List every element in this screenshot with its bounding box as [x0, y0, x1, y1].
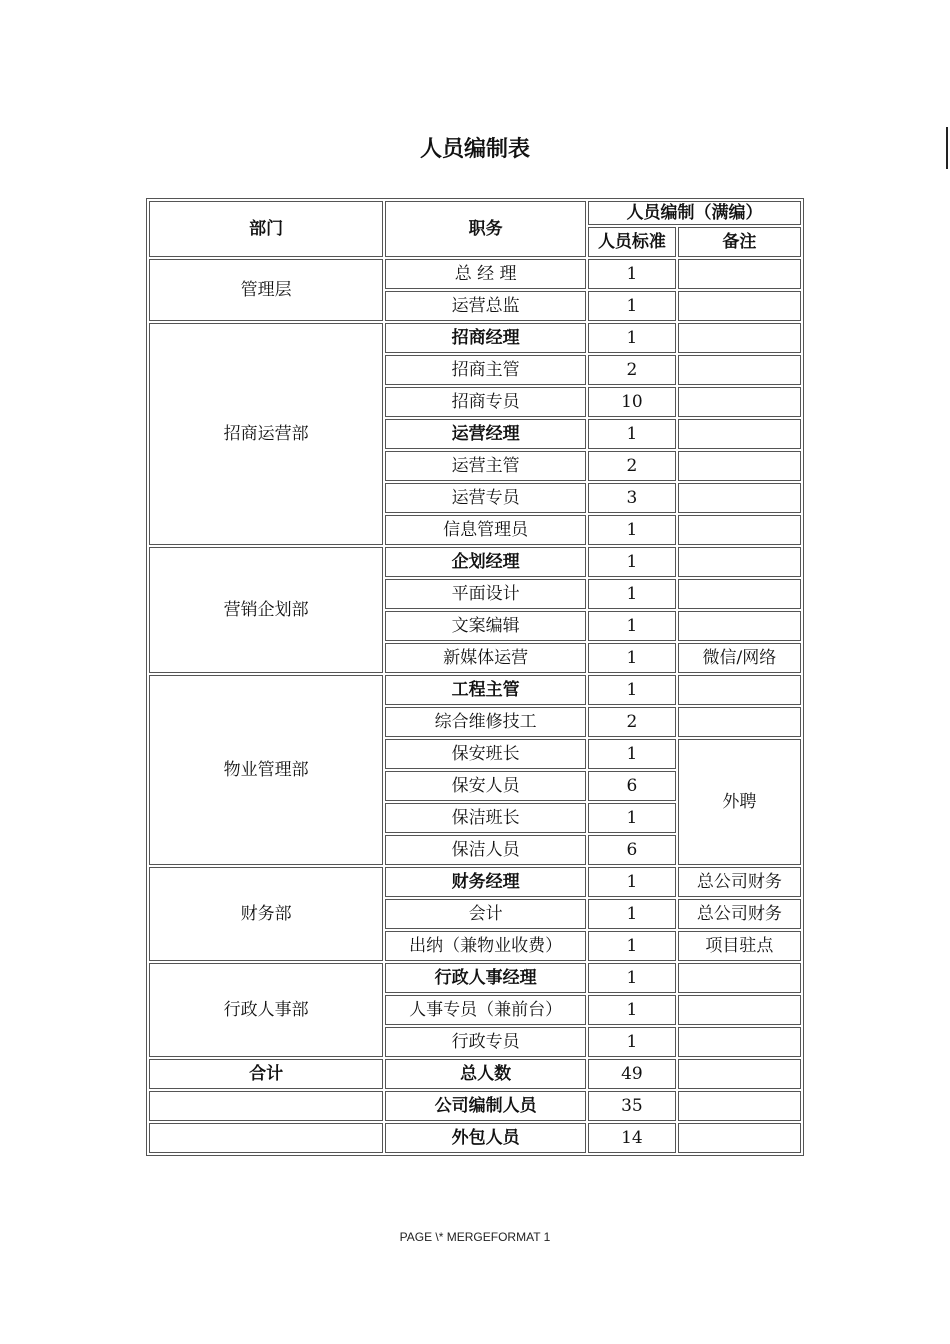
count-cell: 2 [588, 451, 676, 481]
count-cell: 1 [588, 291, 676, 321]
header-staffing-full: 人员编制（满编） [588, 201, 801, 225]
total-label-cell: 合计 [149, 1059, 383, 1089]
count-cell: 1 [588, 515, 676, 545]
position-cell: 会计 [385, 899, 586, 929]
position-cell: 运营主管 [385, 451, 586, 481]
department-cell: 管理层 [149, 259, 383, 321]
remark-cell [678, 1027, 801, 1057]
table-row [149, 675, 801, 705]
total-count-cell: 14 [588, 1123, 676, 1153]
total-count-cell: 49 [588, 1059, 676, 1089]
count-cell: 1 [588, 547, 676, 577]
remark-cell [678, 323, 801, 353]
table-row [149, 259, 801, 289]
position-cell: 运营总监 [385, 291, 586, 321]
remark-cell [678, 611, 801, 641]
position-cell: 总 经 理 [385, 259, 586, 289]
position-cell: 信息管理员 [385, 515, 586, 545]
count-cell: 1 [588, 867, 676, 897]
total-label-cell [149, 1091, 383, 1121]
count-cell: 1 [588, 611, 676, 641]
position-cell: 保安班长 [385, 739, 586, 769]
count-cell: 1 [588, 739, 676, 769]
position-cell: 保洁班长 [385, 803, 586, 833]
page-title: 人员编制表 [419, 137, 530, 162]
staffing-table-body [149, 201, 801, 1153]
total-remark-cell [678, 1123, 801, 1153]
remark-cell [678, 707, 801, 737]
count-cell: 1 [588, 1027, 676, 1057]
count-cell: 1 [588, 995, 676, 1025]
position-cell: 运营经理 [385, 419, 586, 449]
count-cell: 1 [588, 579, 676, 609]
total-position-cell: 总人数 [385, 1059, 586, 1089]
total-remark-cell [678, 1059, 801, 1089]
department-cell: 行政人事部 [149, 963, 383, 1057]
position-cell: 行政人事经理 [385, 963, 586, 993]
remark-cell: 项目驻点 [678, 931, 801, 961]
total-count-cell: 35 [588, 1091, 676, 1121]
count-cell: 1 [588, 963, 676, 993]
header-standard: 人员标准 [588, 227, 676, 257]
remark-cell [678, 259, 801, 289]
position-cell: 招商专员 [385, 387, 586, 417]
remark-cell [678, 355, 801, 385]
header-department: 部门 [149, 201, 383, 257]
total-remark-cell [678, 1091, 801, 1121]
total-row [149, 1059, 801, 1089]
remark-cell: 微信/网络 [678, 643, 801, 673]
header-position: 职务 [385, 201, 586, 257]
remark-cell [678, 483, 801, 513]
position-cell: 出纳（兼物业收费） [385, 931, 586, 961]
position-cell: 招商主管 [385, 355, 586, 385]
count-cell: 1 [588, 931, 676, 961]
count-cell: 6 [588, 771, 676, 801]
position-cell: 人事专员（兼前台） [385, 995, 586, 1025]
remark-cell [678, 963, 801, 993]
table-row [149, 867, 801, 897]
position-cell: 财务经理 [385, 867, 586, 897]
table-row [149, 323, 801, 353]
staffing-table [146, 198, 804, 1156]
table-row [149, 963, 801, 993]
count-cell: 2 [588, 355, 676, 385]
position-cell: 文案编辑 [385, 611, 586, 641]
count-cell: 3 [588, 483, 676, 513]
remark-cell [678, 515, 801, 545]
count-cell: 2 [588, 707, 676, 737]
remark-cell [678, 451, 801, 481]
remark-cell [678, 387, 801, 417]
position-cell: 平面设计 [385, 579, 586, 609]
position-cell: 行政专员 [385, 1027, 586, 1057]
position-cell: 工程主管 [385, 675, 586, 705]
department-cell: 财务部 [149, 867, 383, 961]
total-position-cell: 公司编制人员 [385, 1091, 586, 1121]
position-cell: 企划经理 [385, 547, 586, 577]
remark-cell [678, 675, 801, 705]
count-cell: 1 [588, 643, 676, 673]
table-row [149, 547, 801, 577]
remark-cell: 外聘 [678, 739, 801, 865]
department-cell: 物业管理部 [149, 675, 383, 865]
count-cell: 1 [588, 803, 676, 833]
remark-cell [678, 995, 801, 1025]
remark-cell [678, 547, 801, 577]
position-cell: 综合维修技工 [385, 707, 586, 737]
count-cell: 1 [588, 323, 676, 353]
position-cell: 招商经理 [385, 323, 586, 353]
remark-cell [678, 419, 801, 449]
page-footer: PAGE \* MERGEFORMAT 1 [399, 1230, 551, 1244]
position-cell: 保安人员 [385, 771, 586, 801]
count-cell: 1 [588, 259, 676, 289]
page-edge-marker [946, 127, 948, 169]
remark-cell [678, 579, 801, 609]
position-cell: 保洁人员 [385, 835, 586, 865]
total-row [149, 1123, 801, 1153]
position-cell: 运营专员 [385, 483, 586, 513]
count-cell: 1 [588, 675, 676, 705]
count-cell: 10 [588, 387, 676, 417]
header-row [149, 201, 801, 225]
remark-cell: 总公司财务 [678, 899, 801, 929]
remark-cell: 总公司财务 [678, 867, 801, 897]
remark-cell [678, 291, 801, 321]
department-cell: 营销企划部 [149, 547, 383, 673]
total-row [149, 1091, 801, 1121]
count-cell: 1 [588, 899, 676, 929]
position-cell: 新媒体运营 [385, 643, 586, 673]
department-cell: 招商运营部 [149, 323, 383, 545]
count-cell: 6 [588, 835, 676, 865]
count-cell: 1 [588, 419, 676, 449]
header-remarks: 备注 [678, 227, 801, 257]
total-label-cell [149, 1123, 383, 1153]
total-position-cell: 外包人员 [385, 1123, 586, 1153]
